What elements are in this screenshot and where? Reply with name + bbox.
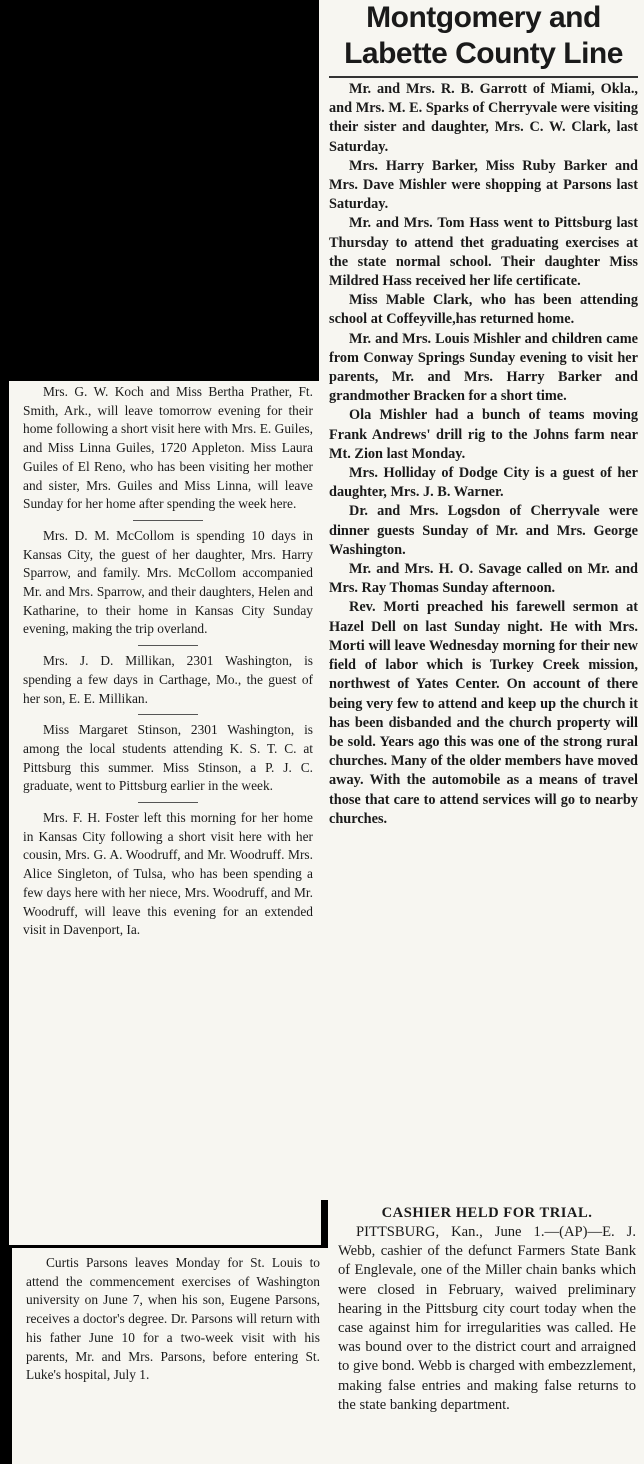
foster-item: Mrs. F. H. Foster left this morning for her home in Kansas City following a short visit here with her cousin, Mrs. G. A. Woodruff, and Mr. Woodruff. Mrs. Alice Singleton, of Tulsa, who has been spending a few days here with her niece, Mrs. Woodruff, and Mr. Woodruff, will leave this evening for an extended visit in Davenport, Ia.	[23, 810, 313, 938]
koch-item: Mrs. G. W. Koch and Miss Bertha Prather, Ft. Smith, Ark., will leave tomorrow evening for their home following a short visit here with Mrs. E. Guiles, and Miss Linna Guiles, 1720 Appleton. Miss Laura Guiles of El Reno, who has been visiting her mother and sister, Mrs. Guiles and Miss Linna, will leave Sunday for her home after spending the week here.	[23, 384, 313, 512]
separator-rule	[138, 802, 198, 803]
separator-rule	[133, 520, 203, 521]
barker-item: Mrs. Harry Barker, Miss Ruby Barker and Mrs. Dave Mishler were shopping at Parsons last Saturday.	[329, 157, 638, 213]
separator-rule	[138, 645, 198, 646]
morti-item: Rev. Morti preached his farewell sermon at Hazel Dell on last Sunday night. He with Mrs. Morti will leave Wednesday morning for their new field of labor which is Turkey Creek mission, northwest of Yates Center. On account of there being very few to attend and keep up the church it has been disbanded and the church property will be sold. Years ago this was one of the strong rural churches. Many of the older members have moved away. With the automobile as a means of travel those that care to attend services will go to nearby churches.	[329, 599, 638, 827]
mccollom-item: Mrs. D. M. McCollom is spending 10 days in Kansas City, the guest of her daughter, Mrs. Harry Sparrow, and family. Mrs. McCollom accompanied Mr. and Mrs. Sparrow, and their daughters, Helen and Katharine, to their home in Kansas City Sunday evening, making the trip overland.	[23, 527, 313, 637]
hass-item: Mr. and Mrs. Tom Hass went to Pittsburg last Thursday to attend thet graduating exercises at the state normal school. Their daughter Miss Mildred Hass received her life certificate.	[329, 215, 638, 290]
cashier-clipping	[328, 1198, 644, 1464]
mishler-item: Mr. and Mrs. Louis Mishler and children came from Conway Springs Sunday evening to visit her parents, Mr. and Mrs. Harry Barker and grandmother Bracken for a short time.	[329, 330, 638, 405]
garrott-item: Mr. and Mrs. R. B. Garrott of Miami, Okla., and Mrs. M. E. Sparks of Cherryvale were visiting their sister and daughter, Mrs. C. W. Clark, last Saturday.	[329, 81, 638, 155]
left-clipping	[9, 381, 321, 1245]
cashier-body: PITTSBURG, Kan., June 1.—(AP)—E. J. Webb, cashier of the defunct Farmers State Bank of Englevale, one of the Miller chain banks which were closed in February, waived preliminary hearing in the Pittsburg city court today when the case against him for irregularities was called. He was bound over to the district court and arraigned to give bond. Webb is charged with embezzlement, making false entries and making false returns to the state banking department.	[338, 1224, 636, 1413]
parsons-item: Curtis Parsons leaves Monday for St. Louis to attend the commencement exercises of Washington university on June 7, when his son, Eugene Parsons, receives a doctor's degree. Dr. Parsons will return with his father June 10 for a two-week visit with his parents, Mr. and Mrs. Parsons, before entering St. Luke's hospital, July 1.	[26, 1255, 320, 1383]
headline-rule	[329, 76, 638, 78]
right-clipping	[319, 0, 644, 1200]
millikan-item: Mrs. J. D. Millikan, 2301 Washington, is spending a few days in Carthage, Mo., the guest of her son, E. E. Millikan.	[23, 653, 313, 706]
ola-mishler-item: Ola Mishler had a bunch of teams moving Frank Andrews' drill rig to the Johns farm near Mt. Zion last Monday.	[329, 407, 638, 462]
stinson-item: Miss Margaret Stinson, 2301 Washington, is among the local students attending K. S. T. C. at Pittsburg this summer. Miss Stinson, a P. J. C. graduate, went to Pittsburg earlier in the week.	[23, 722, 313, 794]
column-headline: Montgomery and Labette County Line	[344, 1, 623, 70]
savage-item: Mr. and Mrs. H. O. Savage called on Mr. and Mrs. Ray Thomas Sunday afternoon.	[329, 561, 638, 597]
cashier-headline: CASHIER HELD FOR TRIAL.	[381, 1205, 593, 1221]
clark-item: Miss Mable Clark, who has been attending school at Coffeyville,has returned home.	[329, 292, 638, 328]
logsdon-item: Dr. and Mrs. Logsdon of Cherryvale were dinner guests Sunday of Mr. and Mrs. George Washington.	[329, 503, 638, 558]
holliday-item: Mrs. Holliday of Dodge City is a guest of her daughter, Mrs. J. B. Warner.	[329, 465, 638, 501]
left-clipping-lower	[12, 1248, 328, 1464]
separator-rule	[138, 714, 198, 715]
